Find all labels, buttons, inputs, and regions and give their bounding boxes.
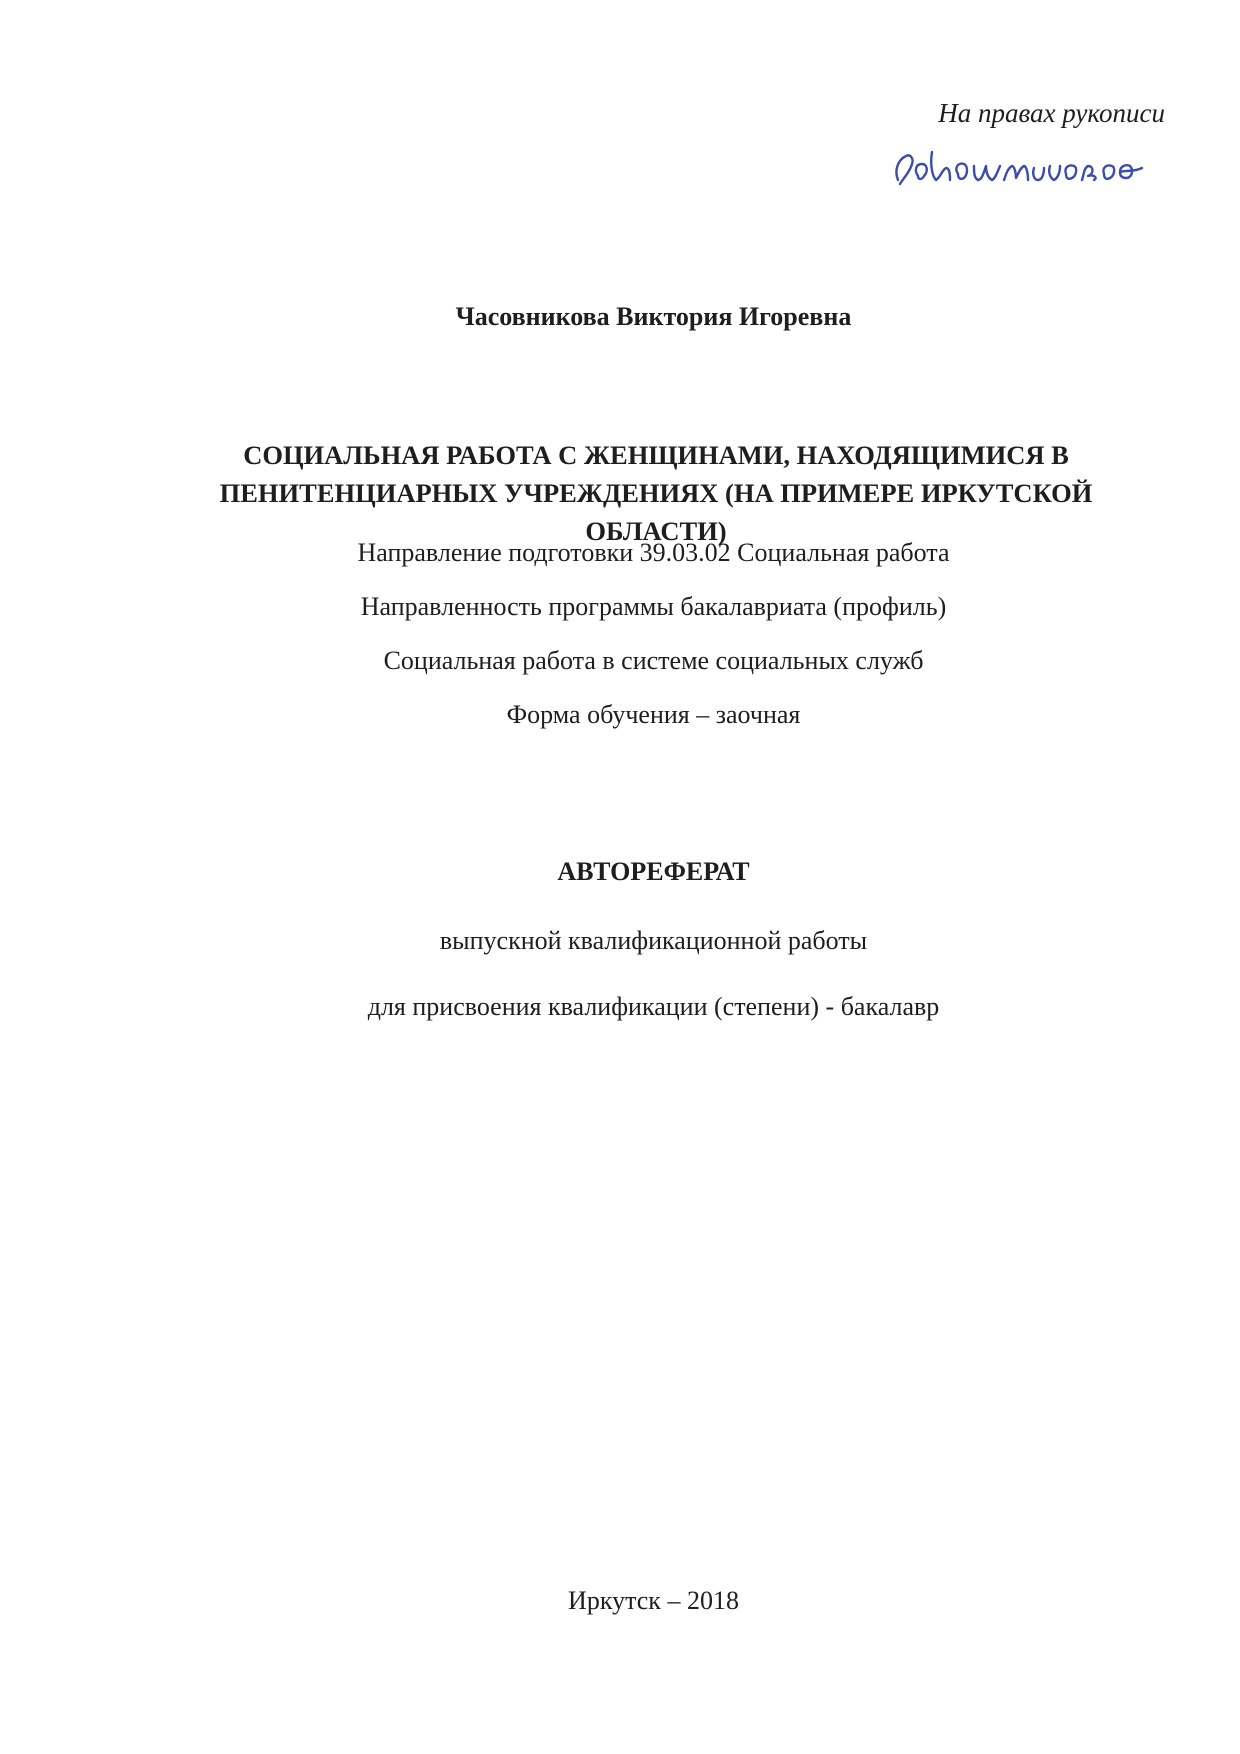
author-name: Часовникова Виктория Игоревна (455, 302, 852, 331)
qualification-purpose: для присвоения квалификации (степени) - бакалавр (367, 992, 940, 1021)
training-direction: Направление подготовки 39.03.02 Социальная работа (357, 538, 950, 567)
abstract-heading: АВТОРЕФЕРАТ (557, 857, 750, 886)
manuscript-rights-note: На правах рукописи (938, 98, 1165, 128)
study-form: Форма обучения – заочная (506, 700, 801, 729)
program-focus: Направленность программы бакалавриата (профиль) (360, 592, 947, 621)
place-and-year: Иркутск – 2018 (568, 1586, 739, 1615)
thesis-title: СОЦИАЛЬНАЯ РАБОТА С ЖЕНЩИНАМИ, НАХОДЯЩИМИСЯ В ПЕНИТЕНЦИАРНЫХ УЧРЕЖДЕНИЯХ (НА ПРИМЕРЕ ИРКУТСКОЙ ОБЛАСТИ) (219, 440, 1093, 546)
abstract-subtitle: выпускной квалификационной работы (439, 926, 868, 955)
program-profile: Социальная работа в системе социальных служб (383, 646, 924, 675)
handwritten-signature (888, 132, 1158, 202)
